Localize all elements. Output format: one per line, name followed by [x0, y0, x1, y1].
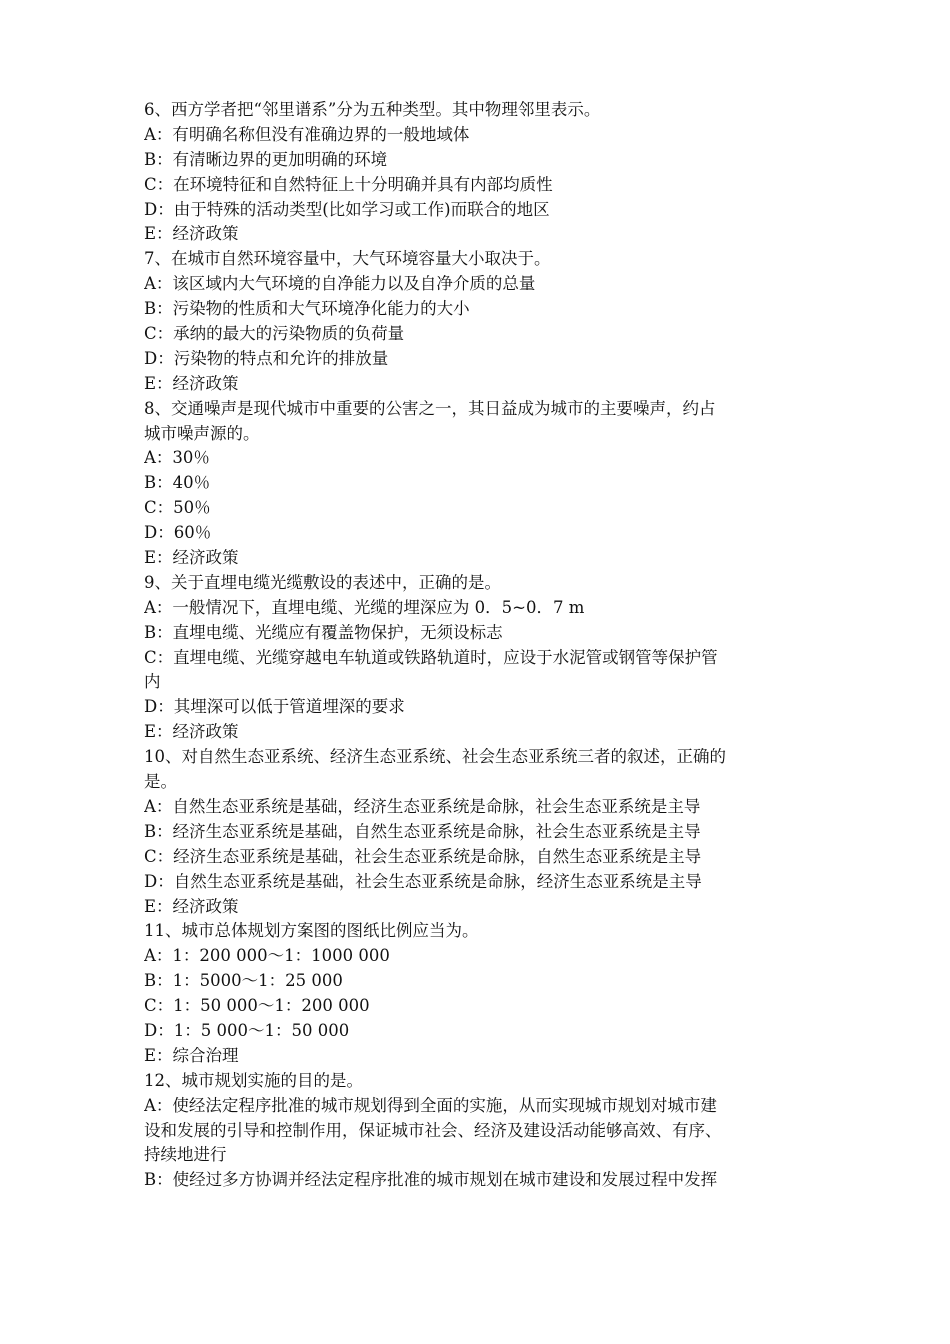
option-11-e: E：综合治理 [144, 1045, 239, 1065]
option-6-b: B：有清晰边界的更加明确的环境 [144, 149, 388, 169]
question-7: 7、在城市自然环境容量中，大气环境容量大小取决于。 [144, 249, 551, 269]
option-7-c: C：承纳的最大的污染物质的负荷量 [144, 324, 405, 344]
option-11-c: C：1：50 000～1：200 000 [144, 996, 370, 1016]
option-6-c: C：在环境特征和自然特征上十分明确并具有内部均质性 [144, 174, 553, 194]
question-10: 10、对自然生态亚系统、经济生态亚系统、社会生态亚系统三者的叙述，正确的 [144, 747, 726, 767]
option-8-d: D：60％ [144, 523, 212, 543]
document-page [144, 98, 816, 1193]
option-6-d: D：由于特殊的活动类型(比如学习或工作)而联合的地区 [144, 199, 550, 219]
option-10-d: D：自然生态亚系统是基础，社会生态亚系统是命脉，经济生态亚系统是主导 [144, 871, 702, 891]
option-9-b: B：直埋电缆、光缆应有覆盖物保护，无须设标志 [144, 622, 503, 642]
option-11-a: A：1：200 000～1：1000 000 [144, 946, 390, 966]
question-12: 12、城市规划实施的目的是。 [144, 1070, 363, 1090]
option-9-e: E：经济政策 [144, 722, 239, 742]
option-10-a: A：自然生态亚系统是基础，经济生态亚系统是命脉，社会生态亚系统是主导 [144, 796, 701, 816]
option-8-a: A：30％ [144, 448, 210, 468]
option-7-a: A：该区域内大气环境的自净能力以及自净介质的总量 [144, 274, 536, 294]
option-12-a-cont-1: 设和发展的引导和控制作用，保证城市社会、经济及建设活动能够高效、有序、 [144, 1120, 722, 1140]
question-8-cont: 城市噪声源的。 [144, 423, 260, 443]
option-12-a: A：使经法定程序批准的城市规划得到全面的实施，从而实现城市规划对城市建 [144, 1095, 717, 1115]
option-6-a: A：有明确名称但没有准确边界的一般地域体 [144, 124, 470, 144]
question-9: 9、关于直埋电缆光缆敷设的表述中，正确的是。 [144, 572, 501, 592]
question-11: 11、城市总体规划方案图的图纸比例应当为。 [144, 921, 479, 941]
option-10-c: C：经济生态亚系统是基础，社会生态亚系统是命脉，自然生态亚系统是主导 [144, 846, 702, 866]
question-8: 8、交通噪声是现代城市中重要的公害之一，其日益成为城市的主要噪声，约占 [144, 398, 716, 418]
option-7-d: D：污染物的特点和允许的排放量 [144, 348, 389, 368]
option-9-a: A：一般情况下，直埋电缆、光缆的埋深应为 0．5~0．7 m [144, 597, 585, 617]
option-9-c-cont: 内 [144, 672, 161, 692]
option-7-e: E：经济政策 [144, 373, 239, 393]
option-6-e: E：经济政策 [144, 224, 239, 244]
question-6: 6、西方学者把“邻里谱系”分为五种类型。其中物理邻里表示。 [144, 100, 601, 119]
option-10-b: B：经济生态亚系统是基础，自然生态亚系统是命脉，社会生态亚系统是主导 [144, 821, 701, 841]
option-7-b: B：污染物的性质和大气环境净化能力的大小 [144, 299, 470, 319]
option-11-b: B：1：5000～1：25 000 [144, 971, 343, 991]
option-8-b: B：40％ [144, 473, 211, 493]
option-8-e: E：经济政策 [144, 548, 239, 568]
option-9-c: C：直埋电缆、光缆穿越电车轨道或铁路轨道时，应设于水泥管或钢管等保护管 [144, 647, 718, 667]
option-8-c: C：50％ [144, 498, 211, 518]
question-10-cont: 是。 [144, 772, 177, 792]
option-11-d: D：1：5 000～1：50 000 [144, 1020, 350, 1040]
option-12-a-cont-2: 持续地进行 [144, 1145, 227, 1165]
option-10-e: E：经济政策 [144, 896, 239, 916]
option-12-b: B：使经过多方协调并经法定程序批准的城市规划在城市建设和发展过程中发挥 [144, 1170, 718, 1190]
option-9-d: D：其埋深可以低于管道埋深的要求 [144, 697, 405, 717]
